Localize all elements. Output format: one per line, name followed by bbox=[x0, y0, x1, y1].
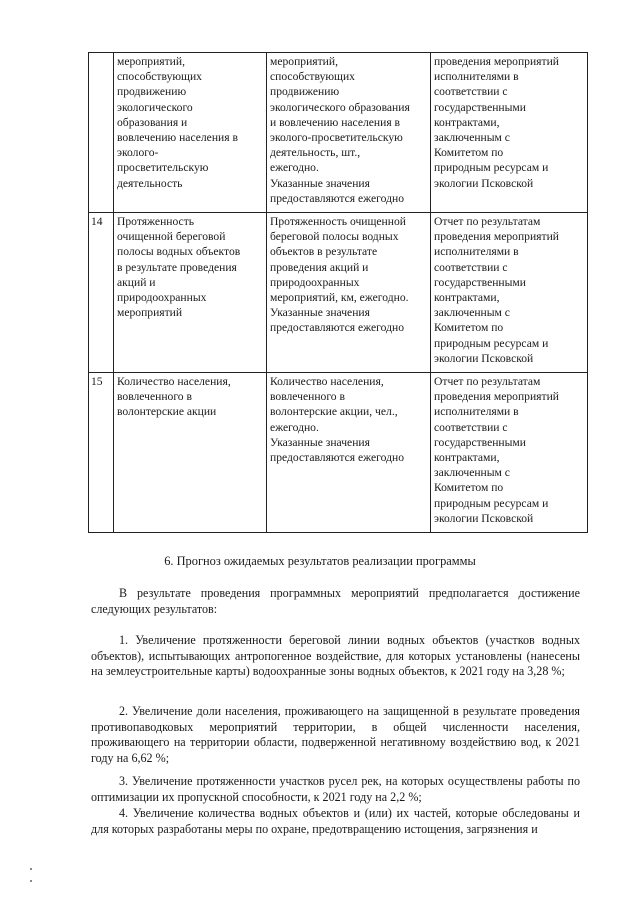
row-number bbox=[89, 53, 114, 213]
paragraph-text: 3. Увеличение протяженности участков русел рек, на которых осуществлены работы по оптимизации их пропускной способности, к 2021 году на 2,2 %; bbox=[91, 774, 580, 804]
indicator-source-cell: Отчет по результатам проведения мероприятий исполнителями в соответствии с государственными контрактами, заключенным с Комитетом по природным ресурсам и экологии Псковской bbox=[434, 375, 559, 525]
indicator-source-cell: Отчет по результатам проведения мероприятий исполнителями в соответствии с государственными контрактами, заключенным с Комитетом по природным ресурсам и экологии Псковской bbox=[434, 215, 559, 365]
paragraph-result-3 bbox=[91, 774, 580, 805]
table-row bbox=[89, 213, 588, 373]
indicator-name-cell: мероприятий, способствующих продвижению экологического образования и вовлечению населения в эколого- просветительскую деятельность bbox=[117, 55, 238, 190]
indicator-name-cell: Количество населения, вовлеченного в волонтерские акции bbox=[117, 375, 231, 419]
table-row bbox=[89, 53, 588, 213]
scan-speck bbox=[30, 880, 32, 882]
indicator-source-cell: проведения мероприятий исполнителями в соответствии с государственными контрактами, заключенным с Комитетом по природным ресурсам и экологии Псковской bbox=[434, 55, 559, 190]
indicator-description-cell: мероприятий, способствующих продвижению экологического образования и вовлечению населения в эколого-просветительскую деятельность, шт., ежегодно. Указанные значения предоставляются ежегодно bbox=[270, 55, 410, 205]
indicator-description-cell: Количество населения, вовлеченного в волонтерские акции, чел., ежегодно. Указанные значения предоставляются ежегодно bbox=[270, 375, 404, 465]
row-number: 14 bbox=[89, 213, 114, 373]
indicator-name-cell: Протяженность очищенной береговой полосы водных объектов в результате проведения акций и природоохранных мероприятий bbox=[117, 215, 241, 320]
paragraph-result-4 bbox=[91, 806, 580, 837]
paragraph-result-2 bbox=[91, 704, 580, 766]
paragraph-text: 1. Увеличение протяженности береговой линии водных объектов (участков водных объектов), испытывающих антропогенное воздействие, для которых установлены (нанесены на землеустроительные карты) водоохранные зоны водных объектов, к 2021 году на 3,28 %; bbox=[91, 633, 580, 678]
table-row bbox=[89, 373, 588, 533]
paragraph-text: 2. Увеличение доли населения, проживающего на защищенной в результате проведения противопаводковых мероприятий территории, в общей численности населения, проживающего на территории области, подверженной негативному воздействию вод, к 2021 году на 6,62 %; bbox=[91, 704, 580, 765]
paragraph-text: В результате проведения программных мероприятий предполагается достижение следующих результатов: bbox=[91, 586, 580, 616]
scan-speck bbox=[30, 868, 32, 870]
section-heading: 6. Прогноз ожидаемых результатов реализации программы bbox=[164, 554, 476, 568]
indicators-table bbox=[88, 52, 588, 533]
paragraph-intro bbox=[91, 586, 580, 617]
paragraph-result-1 bbox=[91, 633, 580, 680]
indicator-description-cell: Протяженность очищенной береговой полосы водных объектов в результате проведения акций и природоохранных мероприятий, км, ежегодно. Указанные значения предоставляются ежегодно bbox=[270, 215, 409, 335]
paragraph-text: 4. Увеличение количества водных объектов и (или) их частей, которые обследованы и для которых разработаны меры по охране, предотвращению истощения, загрязнения и bbox=[91, 806, 580, 836]
row-number: 15 bbox=[89, 373, 114, 533]
